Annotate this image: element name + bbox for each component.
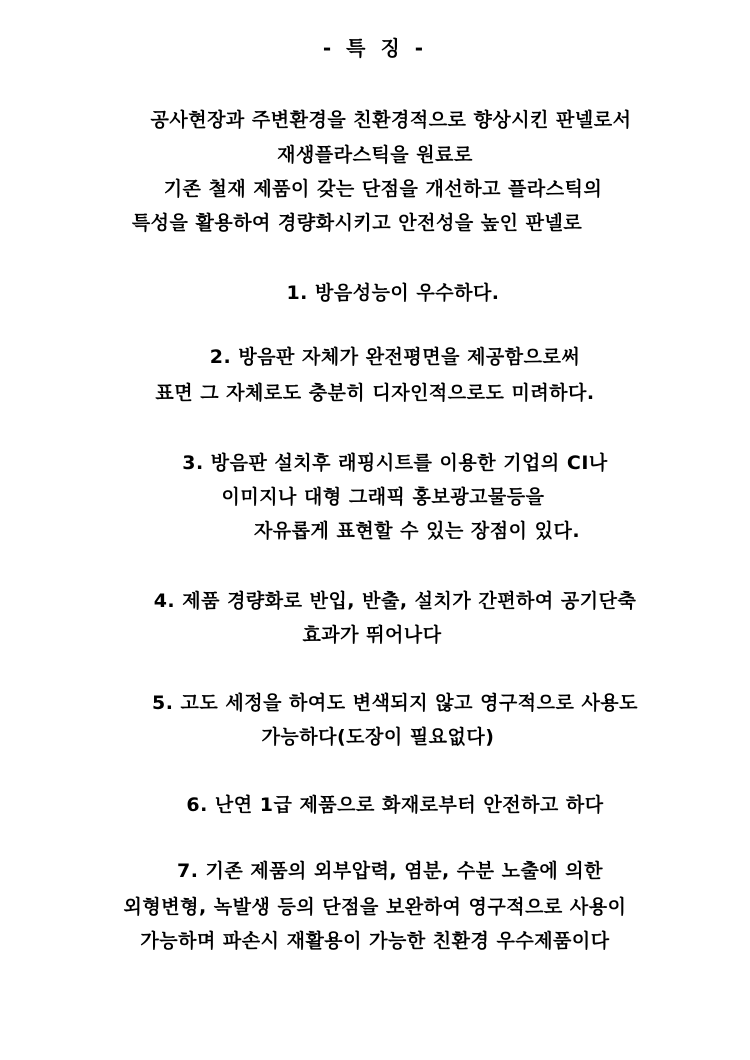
intro-line: 공사현장과 주변환경을 친환경적으로 향상시킨 판넬로서 <box>150 109 632 131</box>
feature-2-line: 2. 방음판 자체가 완전평면을 제공함으로써 <box>209 346 581 368</box>
feature-7-line: 외형변형, 녹발생 등의 단점을 보완하여 영구적으로 사용이 <box>123 896 627 918</box>
feature-7-line: 7. 기존 제품의 외부압력, 염분, 수분 노출에 의한 <box>176 860 604 882</box>
feature-6-line: 6. 난연 1급 제품으로 화재로부터 안전하고 하다 <box>186 794 604 816</box>
feature-3-line: 자유롭게 표현할 수 있는 장점이 있다. <box>253 520 581 542</box>
feature-2-line: 표면 그 자체로도 충분히 디자인적으로도 미려하다. <box>155 382 595 404</box>
feature-4-line: 4. 제품 경량화로 반입, 반출, 설치가 간편하여 공기단축 <box>153 590 637 612</box>
feature-3-line: 3. 방음판 설치후 래핑시트를 이용한 기업의 CI나 <box>182 452 608 474</box>
feature-1-line: 1. 방음성능이 우수하다. <box>286 282 500 304</box>
document-title: - 특 징 - <box>322 36 428 60</box>
feature-5-line: 5. 고도 세정을 하여도 변색되지 않고 영구적으로 사용도 <box>151 692 639 714</box>
intro-line: 기존 철재 제품이 갖는 단점을 개선하고 플라스틱의 <box>163 178 603 200</box>
feature-5-line: 가능하다(도장이 필요없다) <box>261 726 495 748</box>
intro-line: 특성을 활용하여 경량화시키고 안전성을 높인 판넬로 <box>131 212 583 234</box>
feature-4-line: 효과가 뛰어나다 <box>302 624 442 646</box>
feature-3-line: 이미지나 대형 그래픽 홍보광고물등을 <box>221 486 545 508</box>
feature-7-line: 가능하며 파손시 재활용이 가능한 친환경 우수제품이다 <box>140 930 610 952</box>
intro-line: 재생플라스틱을 원료로 <box>277 144 473 166</box>
